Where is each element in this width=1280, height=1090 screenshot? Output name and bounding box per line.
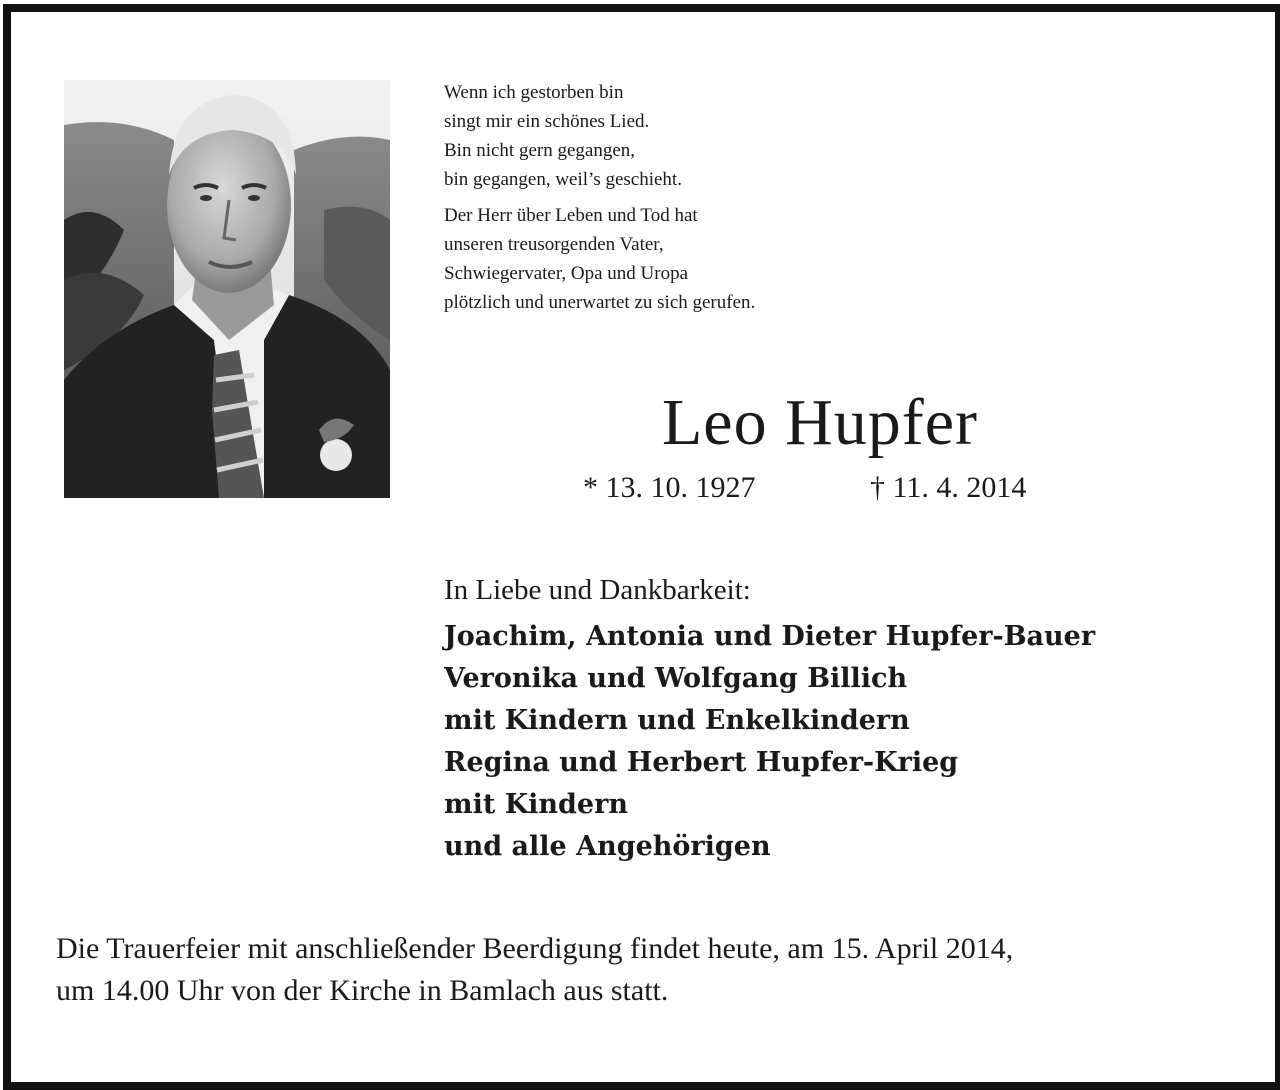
mourner-line: und alle Angehörigen [444,831,771,862]
death-date: † 11. 4. 2014 [870,471,1027,504]
poem-stanza-1 [444,78,904,194]
mourner-line: Veronika und Wolfgang Billich [444,663,908,694]
mourner-line: mit Kindern und Enkelkindern [444,705,910,736]
poem-line: Schwiegervater, Opa und Uropa [444,263,689,284]
notice-line: um 14.00 Uhr von der Kirche in Bamlach aus statt. [56,974,669,1007]
poem-line: unseren treusorgenden Vater, [444,234,664,255]
funeral-notice [56,928,1256,1012]
poem-line: singt mir ein schönes Lied. [444,111,650,132]
mourners-list [444,616,1095,868]
mourner-line: Regina und Herbert Hupfer-Krieg [444,747,959,778]
poem-line: Wenn ich gestorben bin [444,82,624,103]
poem-text [444,78,904,324]
poem-stanza-2 [444,201,904,317]
poem-line: bin gegangen, weil’s geschieht. [444,169,682,190]
mourner-line: mit Kindern [444,789,628,820]
poem-line: plötzlich und unerwartet zu sich gerufen. [444,292,756,313]
poem-line: Der Herr über Leben und Tod hat [444,205,698,226]
mourner-line: Joachim, Antonia und Dieter Hupfer-Bauer [444,621,1096,652]
thanks-heading: In Liebe und Dankbarkeit: [444,574,751,606]
life-dates [583,468,1027,508]
poem-line: Bin nicht gern gegangen, [444,140,636,161]
deceased-name: Leo Hupfer [661,386,979,459]
birth-date: * 13. 10. 1927 [583,471,756,504]
notice-line: Die Trauerfeier mit anschließender Beerdigung findet heute, am 15. April 2014, [56,932,1014,965]
portrait-photo [64,80,390,498]
